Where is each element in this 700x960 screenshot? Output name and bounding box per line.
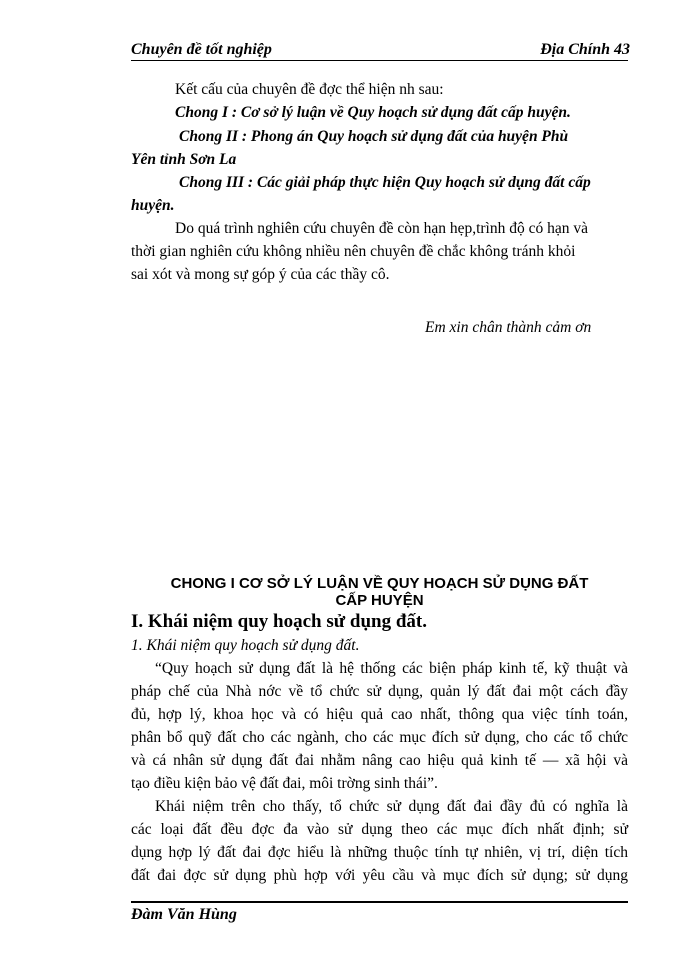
- intro-line-7: Do quá trình nghiên cứu chuyên đề còn hạn hẹp,trình độ có hạn và: [175, 220, 589, 237]
- header-title-right: Địa Chính 43: [540, 41, 630, 58]
- chapter-heading-line-1: CHONG I CƠ SỞ LÝ LUẬN VỀ QUY HOẠCH SỬ DỤNG ĐẤT: [170, 575, 589, 592]
- body-p1-line-5: và cá nhân sử dụng đất đai nhằm nâng cao hiệu quả kinh tế — xã hội và: [131, 752, 628, 769]
- thanks-line: Em xin chân thành cảm ơn: [425, 319, 592, 336]
- body-p2-line-4: đất đai đợc sử dụng phù hợp với yêu cầu và mục đích sử dụng; sử dụng: [131, 867, 628, 884]
- body-p2-line-2: các loại đất đều đợc đa vào sử dụng theo các mục đích nhất định; sử: [131, 821, 628, 838]
- intro-chapter-3: Chong III : Các giải pháp thực hiện Quy hoạch sử dụng đất cấp: [179, 174, 591, 191]
- header-title-left: Chuyên đề tốt nghiệp: [131, 41, 272, 58]
- body-p2-line-1: Khái niệm trên cho thấy, tổ chức sử dụng đất đai đầy đủ có nghĩa là: [155, 798, 628, 815]
- section-heading: I. Khái niệm quy hoạch sử dụng đất.: [131, 611, 427, 632]
- intro-chapter-2: Chong II : Phong án Quy hoạch sử dụng đất của huyện Phù: [179, 128, 569, 145]
- intro-line-1: Kết cấu của chuyên đề đợc thể hiện nh sau:: [175, 81, 444, 98]
- body-p2-line-3: dụng hợp lý đất đai đợc hiểu là những thuộc tính tự nhiên, vị trí, diện tích: [131, 844, 628, 861]
- intro-chapter-2-cont: Yên tỉnh Sơn La: [131, 151, 237, 168]
- body-p1-line-6: tạo điều kiện bảo vệ đất đai, môi trờng sinh thái”.: [131, 775, 438, 792]
- intro-line-8: thời gian nghiên cứu không nhiều nên chuyên đề chắc không tránh khỏi: [131, 243, 576, 260]
- body-p1-line-2: pháp chế của Nhà nớc về tổ chức sử dụng, quản lý đất đai một cách đầy: [131, 683, 628, 700]
- header-divider: [131, 60, 628, 61]
- body-p1-line-3: đủ, hợp lý, khoa học và có hiệu quả cao nhất, thông qua việc tính toán,: [131, 706, 628, 723]
- body-p1-line-1: “Quy hoạch sử dụng đất là hệ thống các biện pháp kinh tế, kỹ thuật và: [155, 660, 628, 677]
- footer-divider: [131, 901, 628, 903]
- subsection-heading: 1. Khái niệm quy hoạch sử dụng đất.: [131, 637, 360, 654]
- intro-line-9: sai xót và mong sự góp ý của các thầy cô.: [131, 266, 390, 283]
- footer-author: Đàm Văn Hùng: [131, 906, 237, 923]
- chapter-heading: [131, 575, 628, 609]
- body-p1-line-4: phân bổ quỹ đất cho các ngành, cho các mục đích sử dụng, cho các tổ chức: [131, 729, 628, 746]
- intro-chapter-3-cont: huyện.: [131, 197, 175, 214]
- intro-chapter-1: Chong I : Cơ sở lý luận về Quy hoạch sử dụng đất cấp huyện.: [175, 104, 571, 121]
- chapter-heading-line-2: CẤP HUYỆN: [335, 592, 424, 609]
